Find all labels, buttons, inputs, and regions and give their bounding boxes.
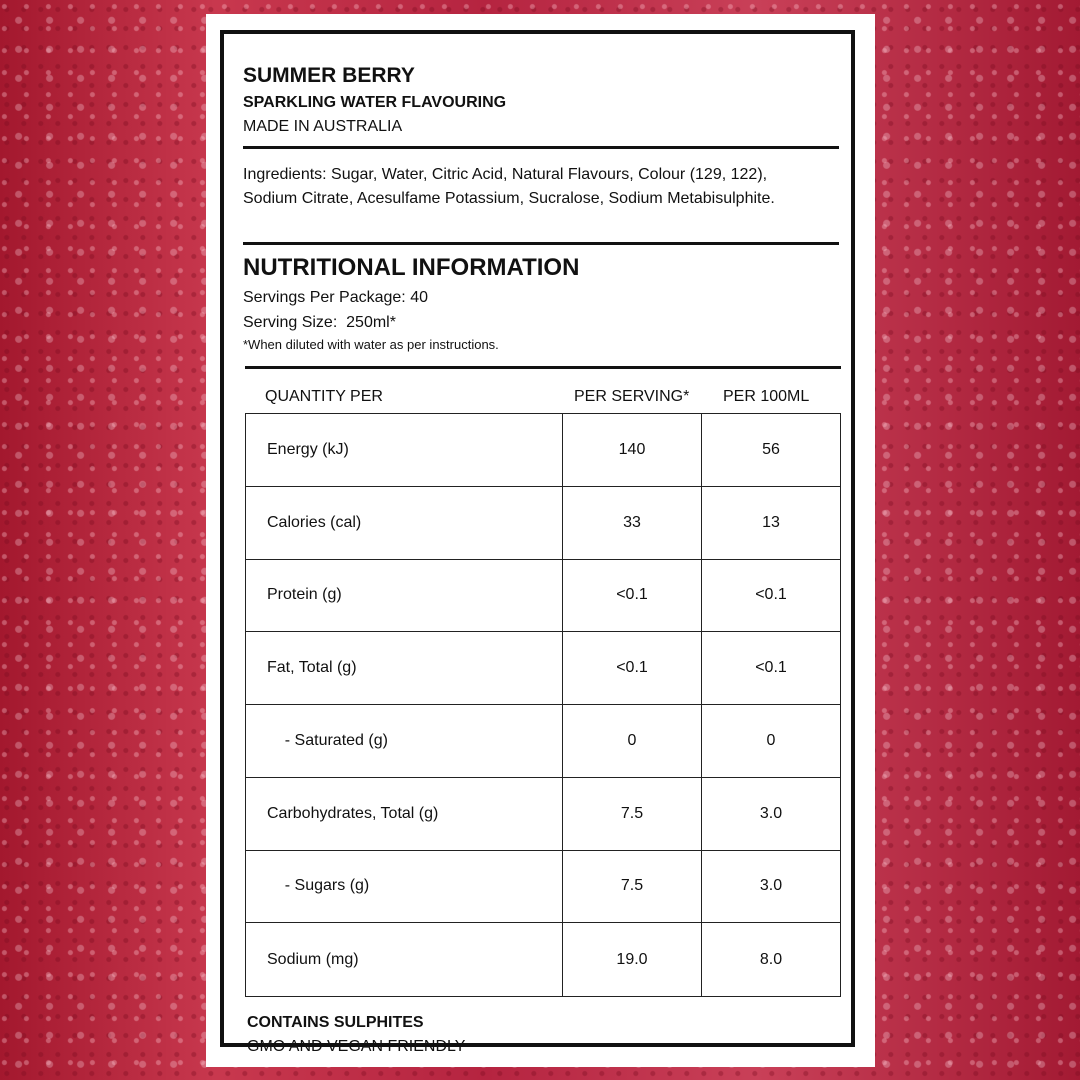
per-serving-value: <0.1 <box>563 560 702 633</box>
divider-rule <box>245 366 841 369</box>
nutrient-name: Sodium (mg) <box>246 923 563 996</box>
per-serving-value: 33 <box>563 487 702 560</box>
nutrient-name: - Saturated (g) <box>246 705 563 778</box>
per-serving-value: 0 <box>563 705 702 778</box>
dilution-note: *When diluted with water as per instructions. <box>243 337 499 352</box>
per-100ml-value: 13 <box>702 487 840 560</box>
origin-text: MADE IN AUSTRALIA <box>243 118 403 135</box>
header-per-serving: PER SERVING* <box>574 388 690 405</box>
ingredients-text: Ingredients: Sugar, Water, Citric Acid, Natural Flavours, Colour (129, 122), Sodium Citrate, Acesulfame Potassium, Sucralose, Sodium Metabisulphite. <box>243 166 775 207</box>
allergen-statement: CONTAINS SULPHITES <box>247 1014 424 1031</box>
per-100ml-value: 3.0 <box>702 851 840 924</box>
product-subtitle: SPARKLING WATER FLAVOURING <box>243 94 507 111</box>
per-serving-value: 19.0 <box>563 923 702 996</box>
label-frame <box>220 30 855 1055</box>
header-per-100ml: PER 100ML <box>723 388 810 405</box>
nutrient-name: Energy (kJ) <box>246 414 563 487</box>
nutrient-name: - Sugars (g) <box>246 851 563 924</box>
per-serving-value: 140 <box>563 414 702 487</box>
nutrient-name: Fat, Total (g) <box>246 632 563 705</box>
nutrient-name: Protein (g) <box>246 560 563 633</box>
per-100ml-value: 8.0 <box>759 950 783 968</box>
per-100ml-value: 3.0 <box>702 778 840 851</box>
per-100ml-value: 0 <box>702 705 840 778</box>
per-100ml-value: <0.1 <box>702 560 840 633</box>
per-serving-value: 7.5 <box>563 778 702 851</box>
nutrient-name: Carbohydrates, Total (g) <box>246 778 563 851</box>
header-quantity-per: QUANTITY PER <box>265 388 383 405</box>
nutrition-label-card <box>206 14 875 1067</box>
nutrition-title: NUTRITIONAL INFORMATION <box>243 254 580 281</box>
dietary-claims: GMO AND VEGAN FRIENDLY <box>247 1038 466 1055</box>
serving-size: Serving Size: 250ml* <box>243 314 396 331</box>
per-serving-value: <0.1 <box>563 632 702 705</box>
divider-rule <box>243 242 839 245</box>
per-100ml-value: 56 <box>702 414 840 487</box>
product-title: SUMMER BERRY <box>243 64 415 87</box>
per-100ml-value: <0.1 <box>702 632 840 705</box>
nutrient-name: Calories (cal) <box>246 487 563 560</box>
nutrition-table <box>245 413 841 997</box>
servings-per-package: Servings Per Package: 40 <box>243 289 428 306</box>
divider-rule <box>243 146 839 149</box>
per-serving-value: 7.5 <box>563 851 702 924</box>
